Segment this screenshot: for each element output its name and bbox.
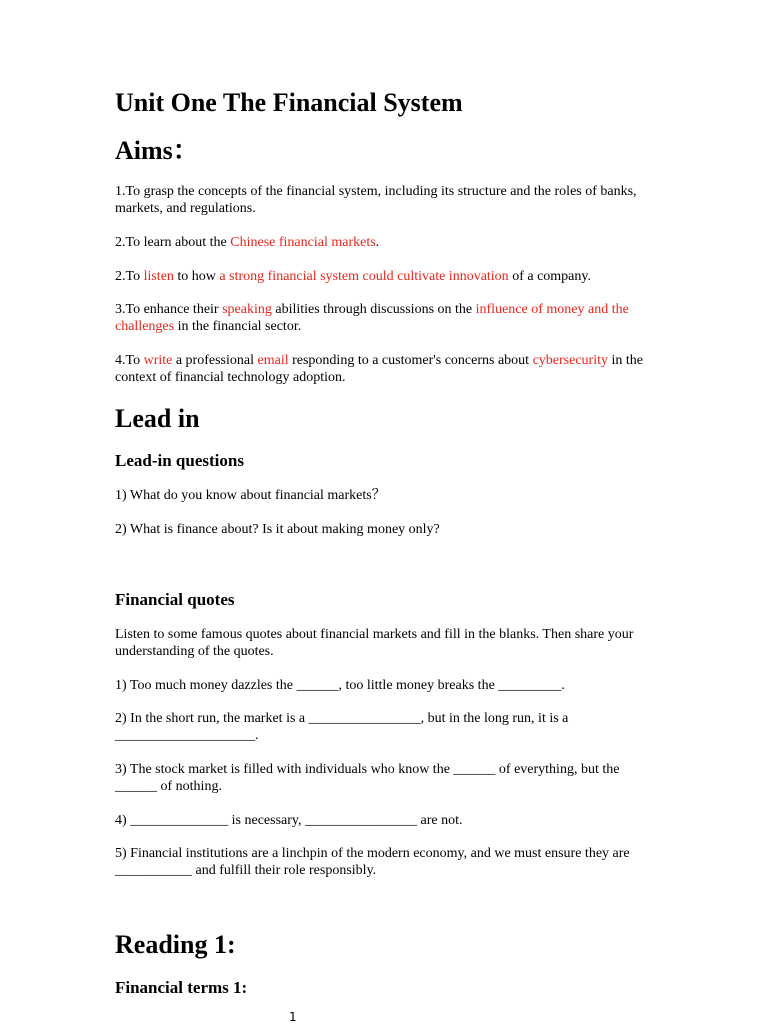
document-title: Unit One The Financial System [115,88,463,117]
lead-in-questions-heading: Lead-in questions [115,451,244,470]
aim-item-5 [115,352,655,386]
aim-item-1 [115,183,655,217]
aim-text: 1.To grasp the concepts of the financial system, including its structure and the roles of banks, markets, and regulations. [115,184,637,216]
aim-highlight: influence of money and the challenges [115,302,629,334]
aim-text: 2.To learn about the [115,235,231,250]
lead-in-question-1: 1) What do you know about financial markets？ [115,488,386,503]
aim-text: . [375,235,380,250]
aim-item-3 [115,268,655,285]
aim-highlight: Chinese financial markets [230,235,376,250]
aim-text: 4.To [115,353,144,368]
quote-2: 2) In the short run, the market is a ________________, but in the long run, it is a ____________________. [115,711,569,743]
aim-text: 3.To enhance their [115,302,223,317]
financial-quotes-heading: Financial quotes [115,590,235,609]
aim-highlight: cybersecurity [532,353,608,368]
aim-text: abilities through discussions on the [271,302,476,317]
quote-3: 3) The stock market is filled with individuals who know the ______ of everything, but the ______ of nothing. [115,762,620,794]
lead-in-question-2: 2) What is finance about? Is it about making money only? [115,522,440,537]
aim-text: to how [173,269,220,284]
aim-highlight: listen [143,269,174,284]
quotes-intro: Listen to some famous quotes about financial markets and fill in the blanks. Then share your understanding of the quotes. [115,627,634,659]
aim-text: responding to a customer's concerns about [288,353,533,368]
aim-text: a professional [172,353,258,368]
quote-5: 5) Financial institutions are a linchpin of the modern economy, and we must ensure they are ___________ and fulfill their role responsibly. [115,846,630,878]
aim-item-2 [115,234,655,251]
aim-highlight: a strong financial system could cultivate innovation [219,269,509,284]
aims-heading: Aims： [115,136,199,165]
lead-in-heading: Lead in [115,404,200,433]
aim-highlight: email [257,353,289,368]
financial-terms-heading: Financial terms 1: [115,978,248,997]
aim-item-4 [115,301,655,335]
quote-4: 4) ______________ is necessary, ________________ are not. [115,813,463,828]
aim-text: in the financial sector. [174,319,302,334]
aim-text: in the context of financial technology adoption. [115,353,643,385]
aim-text: of a company. [508,269,591,284]
aim-text: 2.To [115,269,144,284]
quote-1: 1) Too much money dazzles the ______, too little money breaks the _________. [115,678,565,693]
aim-highlight: write [143,353,173,368]
reading-heading: Reading 1: [115,930,236,959]
page-number: 1 [289,1010,297,1024]
aim-highlight: speaking [222,302,272,317]
